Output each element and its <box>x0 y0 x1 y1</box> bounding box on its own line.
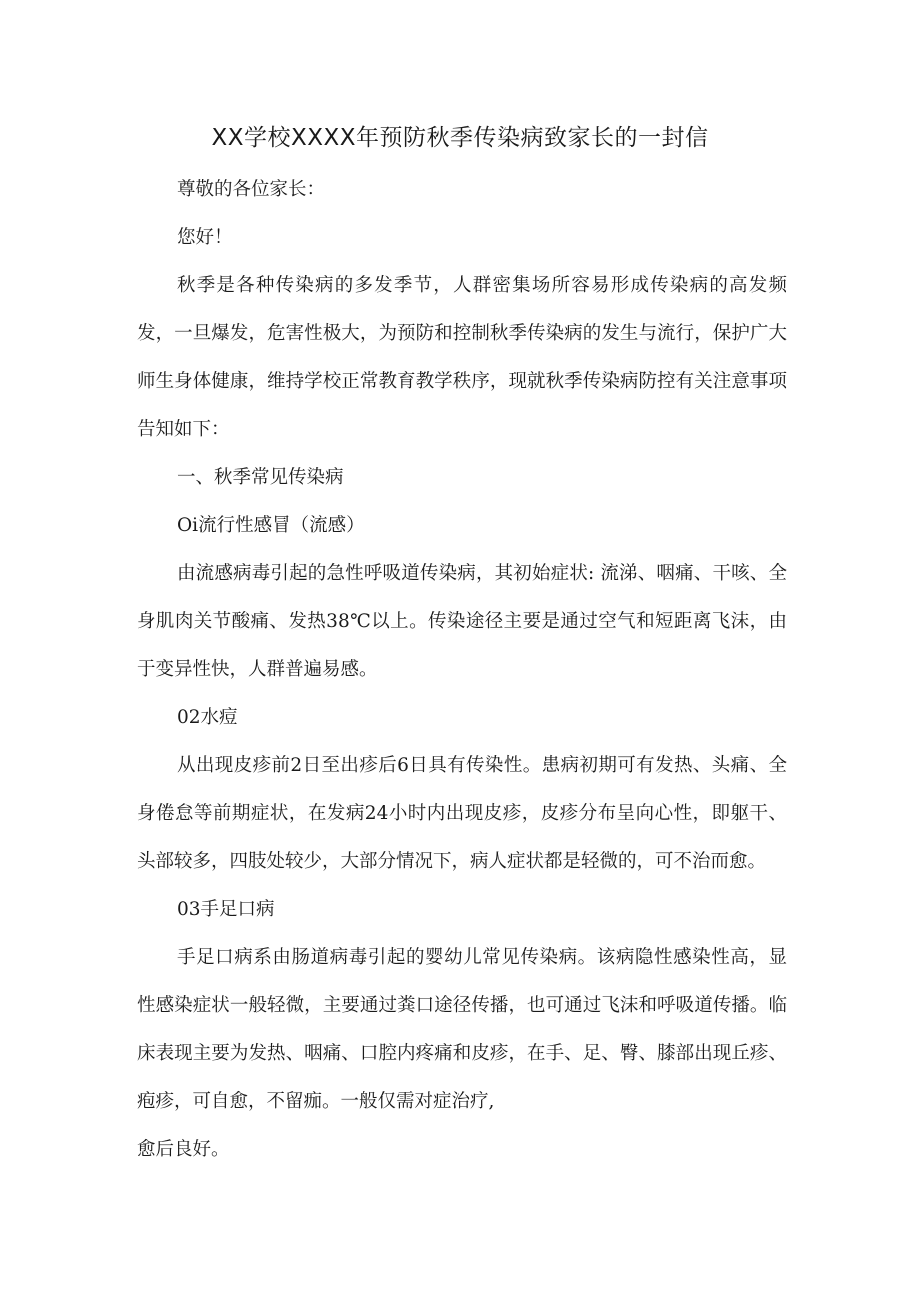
item-body-chickenpox: 从出现皮疹前2日至出疹后6日具有传染性。患病初期可有发热、头痛、全身倦怠等前期症状，在发病24小时内出现皮疹，皮疹分布呈向心性，即躯干、头部较多，四肢处较少，大部分情况下，病人症状都是轻微的，可不治而愈。 <box>137 755 787 872</box>
document-title: XX学校XXXX年预防秋季传染病致家长的一封信 <box>211 125 709 151</box>
item-body-influenza: 由流感病毒引起的急性呼吸道传染病，其初始症状: 流涕、咽痛、干咳、全身肌肉关节酸痛、发热38℃以上。传染途径主要是通过空气和短距离飞沫，由于变异性快，人群普遍易感。 <box>137 563 787 680</box>
item-body-hfmd: 手足口病系由肠道病毒引起的婴幼儿常见传染病。该病隐性感染性高，显性感染症状一般轻微，主要通过粪口途径传播，也可通过飞沫和呼吸道传播。临床表现主要为发热、咽痛、口腔内疼痛和皮疹，在手、足、臀、膝部出现丘疹、疱疹，可自愈，不留痂。一般仅需对症治疗, <box>137 947 787 1112</box>
intro-paragraph: 秋季是各种传染病的多发季节，人群密集场所容易形成传染病的高发频发，一旦爆发，危害性极大，为预防和控制秋季传染病的发生与流行，保护广大师生身体健康，维持学校正常教育教学秩序，现就秋季传染病防控有关注意事项告知如下： <box>137 275 787 440</box>
greeting: 您好！ <box>177 227 233 248</box>
salutation: 尊敬的各位家长： <box>177 179 326 200</box>
item-heading-hfmd: 03手足口病 <box>177 899 275 920</box>
item-heading-influenza: Oi流行性感冒（流感） <box>177 515 365 536</box>
section-heading-common-diseases: 一、秋季常见传染病 <box>177 467 344 488</box>
item-heading-chickenpox: 02水痘 <box>177 707 238 728</box>
item-body-hfmd-tail: 愈后良好。 <box>137 1139 230 1160</box>
